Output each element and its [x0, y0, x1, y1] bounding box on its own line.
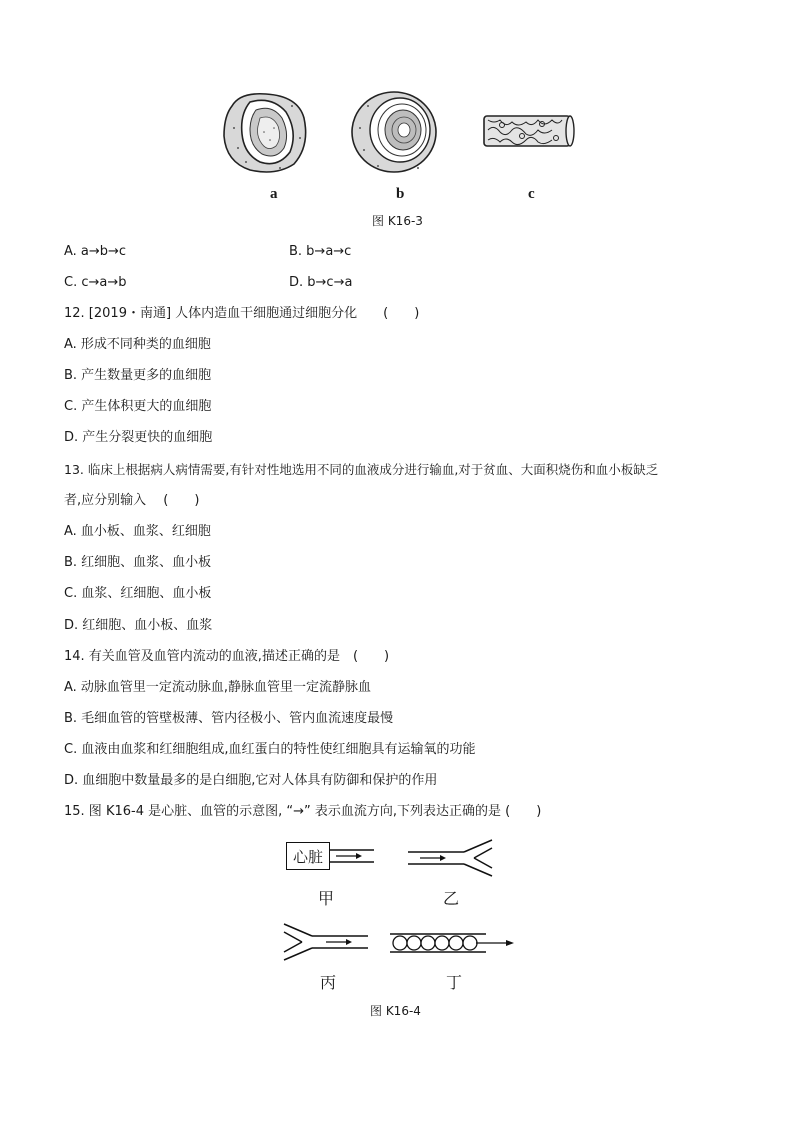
diagram-jia	[286, 842, 376, 876]
label-yi: 乙	[443, 889, 460, 908]
figure-label-b: b	[396, 186, 405, 202]
label-bing: 丙	[320, 973, 337, 992]
q13-option-a: A. 血小板、血浆、红细胞	[64, 524, 211, 539]
figure-k16-3-caption: 图 K16-3	[372, 214, 423, 228]
figure-k16-3	[210, 88, 590, 208]
q13-stem-line2: 者,应分别输入 ( )	[64, 493, 200, 508]
jia-vessel	[330, 842, 376, 870]
q15-stem: 15. 图 K16-4 是心脏、血管的示意图, “→” 表示血流方向,下列表达正确的是 ( )	[64, 804, 542, 819]
q14-option-a: A. 动脉血管里一定流动脉血,静脉血管里一定流静脉血	[64, 680, 372, 695]
q14-option-d: D. 血细胞中数量最多的是白细胞,它对人体具有防御和保护的作用	[64, 773, 438, 788]
vessel-c-illustration	[480, 112, 576, 150]
q12-option-c: C. 产生体积更大的血细胞	[64, 399, 212, 414]
q12-option-d: D. 产生分裂更快的血细胞	[64, 430, 213, 445]
q13-option-b: B. 红细胞、血浆、血小板	[64, 555, 212, 570]
vessel-b-illustration	[348, 88, 442, 176]
q11-option-c: C. c→a→b	[64, 275, 127, 290]
heart-label: 心脏	[292, 847, 323, 866]
q13-option-d: D. 红细胞、血小板、血浆	[64, 618, 213, 633]
q12-option-b: B. 产生数量更多的血细胞	[64, 368, 212, 383]
q14-stem: 14. 有关血管及血管内流动的血液,描述正确的是 ( )	[64, 649, 390, 664]
diagram-bing	[282, 922, 372, 962]
vessel-a-illustration	[220, 88, 312, 176]
q11-option-a: A. a→b→c	[64, 244, 127, 259]
label-jia: 甲	[318, 889, 335, 908]
diagram-yi	[408, 838, 498, 878]
heart-box	[286, 842, 330, 870]
figure-label-a: a	[270, 186, 278, 202]
q14-option-b: B. 毛细血管的管壁极薄、管内径极小、管内血流速度最慢	[64, 711, 394, 726]
figure-k16-4-caption: 图 K16-4	[370, 1004, 421, 1018]
figure-label-c: c	[528, 186, 535, 202]
q12-option-a: A. 形成不同种类的血细胞	[64, 337, 211, 352]
diagram-ding	[390, 928, 516, 958]
label-ding: 丁	[446, 973, 463, 992]
q12-stem: 12. [2019・南通] 人体内造血干细胞通过细胞分化 ( )	[64, 306, 420, 321]
q11-option-b: B. b→a→c	[289, 244, 352, 259]
q13-option-c: C. 血浆、红细胞、血小板	[64, 586, 212, 601]
q13-stem-line1: 13. 临床上根据病人病情需要,有针对性地选用不同的血液成分进行输血,对于贫血、大面积烧伤和血小板缺乏	[64, 462, 659, 477]
q14-option-c: C. 血液由血浆和红细胞组成,血红蛋白的特性使红细胞具有运输氧的功能	[64, 742, 476, 757]
q11-option-d: D. b→c→a	[289, 275, 353, 290]
